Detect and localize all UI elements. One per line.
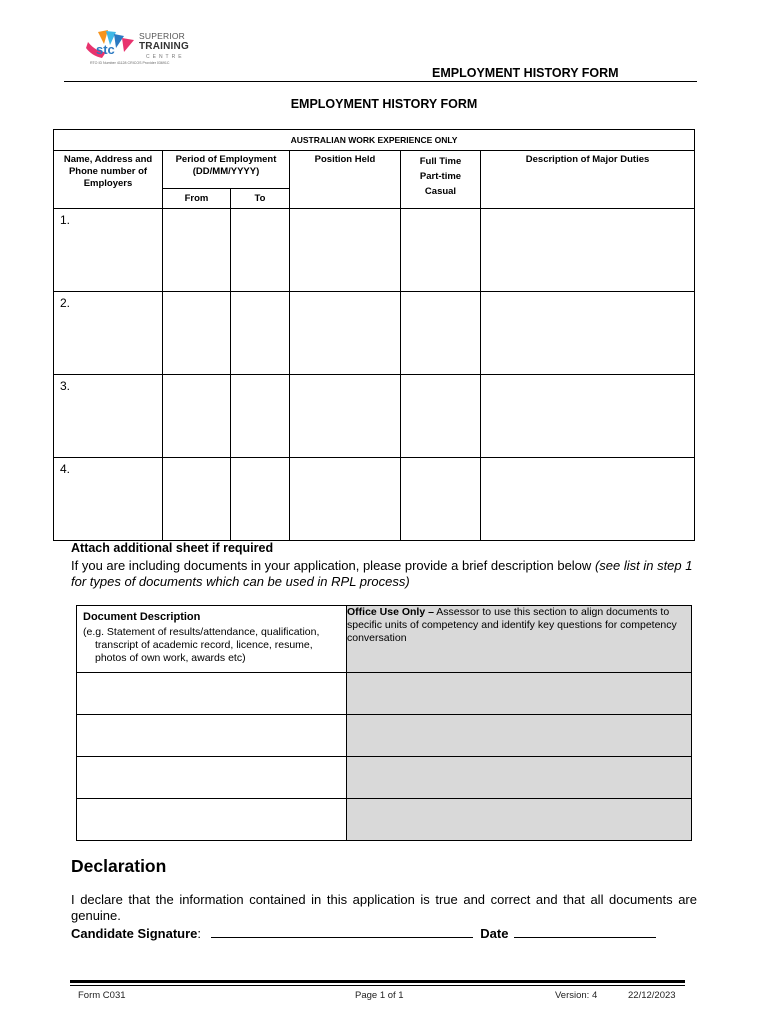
doc-description-cell[interactable] — [77, 673, 347, 715]
doc-description-cell[interactable] — [77, 799, 347, 841]
row-number: 3. — [54, 375, 163, 458]
footer-form-code: Form C031 — [78, 990, 126, 1001]
footer-version: Version: 4 — [555, 990, 598, 1001]
col-header-period: Period of Employment (DD/MM/YYYY) — [163, 151, 290, 189]
to-cell[interactable] — [231, 209, 290, 292]
signature-label: Candidate Signature — [71, 926, 198, 941]
office-use-cell — [347, 673, 692, 715]
doc-note-line-1: (e.g. Statement of results/attendance, qualification, — [83, 626, 320, 638]
form-title: EMPLOYMENT HISTORY FORM — [290, 97, 478, 111]
attach-instructions — [71, 558, 701, 590]
office-use-cell — [347, 757, 692, 799]
position-cell[interactable] — [290, 458, 401, 541]
doc-description-cell[interactable] — [77, 715, 347, 757]
date-label: Date — [480, 926, 509, 941]
col-header-employer: Name, Address and Phone number of Employers — [54, 151, 163, 209]
employment-history-table — [53, 129, 695, 541]
office-use-cell — [347, 799, 692, 841]
type-cell[interactable] — [401, 375, 481, 458]
logo-mark-text: stc — [96, 42, 115, 57]
doc-description-header — [77, 606, 347, 673]
to-cell[interactable] — [231, 458, 290, 541]
position-cell[interactable] — [290, 292, 401, 375]
duties-cell[interactable] — [481, 375, 695, 458]
table-row — [54, 292, 695, 375]
row-number: 1. — [54, 209, 163, 292]
type-cell[interactable] — [401, 209, 481, 292]
to-cell[interactable] — [231, 375, 290, 458]
footer-page-number: Page 1 of 1 — [355, 990, 404, 1001]
from-cell[interactable] — [163, 375, 231, 458]
doc-description-cell[interactable] — [77, 757, 347, 799]
doc-description-title: Document Description — [83, 611, 201, 623]
type-full-time: Full Time — [419, 156, 462, 167]
row-number: 4. — [54, 458, 163, 541]
duties-cell[interactable] — [481, 292, 695, 375]
office-use-cell — [347, 715, 692, 757]
signature-line — [71, 925, 656, 941]
from-cell[interactable] — [163, 292, 231, 375]
from-cell[interactable] — [163, 209, 231, 292]
office-use-label: Office Use Only – — [347, 606, 434, 618]
type-part-time: Part-time — [419, 171, 462, 182]
col-header-employment-type — [401, 151, 481, 209]
position-cell[interactable] — [290, 209, 401, 292]
header-rule — [64, 81, 697, 82]
office-use-text: Assessor to use this section to align documents to specific units of competency and identify key questions for competency conversation — [347, 606, 677, 644]
table-row — [54, 458, 695, 541]
logo-mark-icon — [84, 28, 140, 62]
document-description-table — [76, 605, 692, 841]
doc-note-line-2: transcript of academic record, licence, resume, — [95, 639, 313, 651]
col-header-to: To — [231, 189, 290, 209]
header-title: EMPLOYMENT HISTORY FORM — [432, 66, 619, 80]
doc-note-line-3: photos of own work, awards etc) — [95, 652, 246, 664]
date-field[interactable] — [514, 925, 656, 938]
attach-text: If you are including documents in your application, please provide a brief description below — [71, 558, 592, 573]
duties-cell[interactable] — [481, 209, 695, 292]
footer-date: 22/12/2023 — [628, 990, 676, 1001]
col-header-from: From — [163, 189, 231, 209]
type-casual: Casual — [424, 186, 457, 197]
office-use-header — [347, 606, 692, 673]
attach-heading: Attach additional sheet if required — [71, 541, 274, 555]
logo-line-training: TRAINING — [139, 41, 189, 52]
col-header-duties: Description of Major Duties — [481, 151, 695, 209]
from-cell[interactable] — [163, 458, 231, 541]
doc-description-note — [77, 623, 346, 665]
table-row — [54, 209, 695, 292]
footer-rule-thick — [70, 980, 685, 983]
company-logo — [84, 28, 189, 68]
type-cell[interactable] — [401, 458, 481, 541]
declaration-heading: Declaration — [71, 856, 167, 876]
logo-line-rto: RTO ID Number 41128 CRICOS Provider 03691C — [90, 61, 170, 65]
signature-field[interactable] — [211, 925, 473, 938]
signature-colon: : — [197, 926, 202, 941]
to-cell[interactable] — [231, 292, 290, 375]
logo-line-superior: SUPERIOR — [139, 31, 185, 41]
duties-cell[interactable] — [481, 458, 695, 541]
footer-rule-thin — [70, 985, 685, 986]
col-header-position: Position Held — [290, 151, 401, 209]
type-cell[interactable] — [401, 292, 481, 375]
table-banner: AUSTRALIAN WORK EXPERIENCE ONLY — [54, 130, 695, 151]
position-cell[interactable] — [290, 375, 401, 458]
declaration-text: I declare that the information contained in this application is true and correct and that all documents are genuine. — [71, 892, 697, 923]
logo-line-centre: CENTRE — [146, 54, 185, 60]
table-row — [54, 375, 695, 458]
row-number: 2. — [54, 292, 163, 375]
attach-text-italic: (see list in step 1 for types of documents which can be used in RPL process) — [71, 558, 693, 589]
